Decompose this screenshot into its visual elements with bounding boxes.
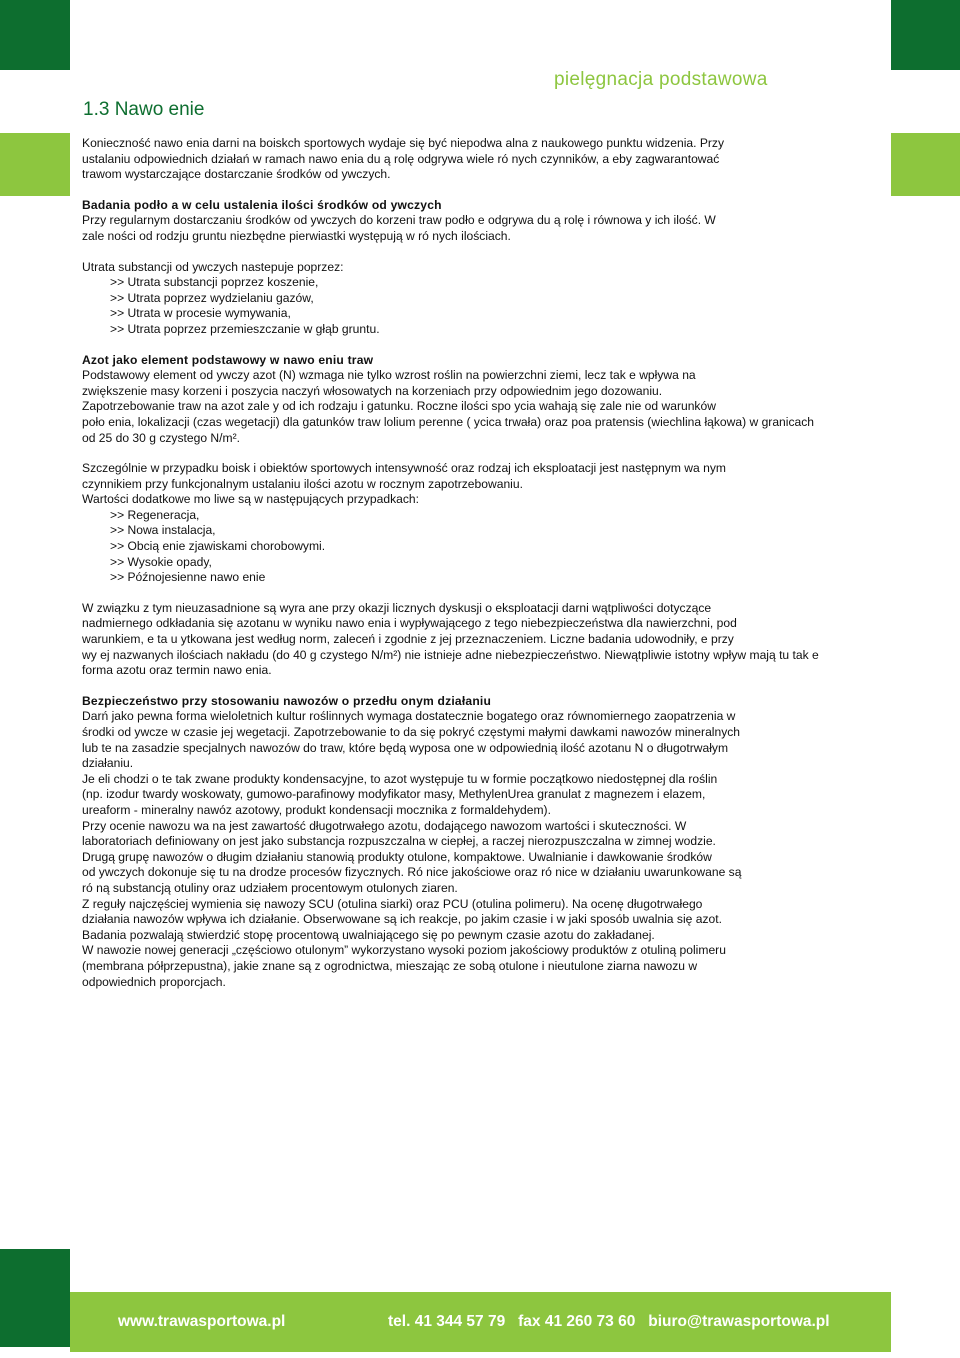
text-line: Wartości dodatkowe mo liwe są w następujących przypadkach: — [82, 492, 419, 507]
text-line: laboratoriach definiowany on jest jako substancja rozpuszczalna w ciepłej, a raczej nierozpuszczalna w zimnej wodzie. — [82, 834, 716, 849]
section-slow-release — [82, 694, 882, 990]
list-item: >> Obcią enie zjawiskami chorobowymi. — [110, 539, 326, 554]
text-line: czynnikiem przy funkcjonalnym ustalaniu ilości azotu w rocznym zapotrzebowaniu. — [82, 476, 523, 491]
text-line: trawom wystarczające dostarczanie środków od ywczych. — [82, 167, 391, 182]
decorative-square-light-right — [891, 133, 960, 196]
text-line: zwiększenie masy korzeni i poszycia naczyń włosowatych na korzeniach przy odpowiednim jego dozowaniu. — [82, 383, 663, 398]
text-line: lub te na zasadzie specjalnych nawozów do traw, które będą wyposa one w odpowiednią ilość azotanu N o długotrwałym — [82, 740, 729, 755]
text-line: Konieczność nawo enia darni na boiskch sportowych wydaje się być niepodwa alna z naukowego punktu widzenia. Przy — [82, 136, 725, 150]
category-label: pielęgnacja podstawowa — [554, 69, 768, 90]
text-line: zale ności od rodzju gruntu niezbędne pierwiastki występują w ró nych ilościach. — [82, 228, 511, 243]
contact-info: tel. 41 344 57 79 fax 41 260 73 60 biuro@trawasportowa.pl — [388, 1313, 830, 1330]
text-line: Przy regularnym dostarczaniu środków od ywczych do korzeni traw podło e odgrywa du ą rolę i równowa y ich ilość. W — [82, 213, 716, 228]
text-line: od ywczych dokonuje się tu na drodze procesów fizycznych. Ró nice jakościowe oraz ró nice w działaniu uwarunkowane są — [82, 865, 742, 880]
text-line: ureaform - mineralny nawóz azotowy, produkt kondensacji mocznika z formaldehydem). — [82, 802, 551, 817]
website-link[interactable]: www.trawasportowa.pl — [118, 1313, 286, 1330]
text-line: ustalaniu odpowiednich działań w ramach nawo enia du ą rolę odgrywa wiele ró nych czynników, a eby zagwarantować — [82, 151, 720, 166]
list-item: >> Utrata w procesie wymywania, — [110, 306, 291, 321]
text-line: od 25 do 30 g czystego N/m². — [82, 430, 240, 445]
text-line: Przy ocenie nawozu wa na jest zawartość długotrwałego azotu, dodającego nawozom wartości i skuteczności. W — [82, 818, 687, 833]
footer-bar — [70, 1292, 891, 1352]
intro-paragraph — [82, 136, 882, 183]
section-nitrogen — [82, 353, 882, 679]
section-heading: Badania podło a w celu ustalenia ilości środków od ywczych — [82, 197, 442, 212]
text-line: Szczególnie w przypadku boisk i obiektów sportowych intensywność oraz rodzaj ich eksploatacji jest następnym wa nym — [82, 461, 726, 476]
decorative-square-dark — [0, 0, 70, 70]
text-line: (membrana półprzepustna), jakie znane są z ogrodnictwa, mieszając ze sobą otulone i nieutulone ziarna nawozu w — [82, 958, 698, 973]
list-item: >> Późnojesienne nawo enie — [110, 570, 266, 585]
document-body — [82, 136, 882, 990]
list-item: >> Utrata poprzez przemieszczanie w głąb gruntu. — [110, 321, 380, 336]
section-soil — [82, 198, 882, 245]
list-item: >> Nowa instalacja, — [110, 523, 216, 538]
text-line: wy ej nazwanych ilościach nakładu (do 40 g czystego N/m²) nie istnieje adne niebezpieczeństwo. Niewątpliwie istotny wpływ mają tu tak e — [82, 647, 819, 662]
text-line: warunkiem, e ta u ytkowana jest według norm, zaleceń i zgodnie z jej przeznaczeniem. Liczne badania udowodniły, e przy — [82, 632, 734, 647]
text-line: (np. izodur twardy woskowaty, gumowo-parafinowy modyfikator masy, MethylenUrea granulat z magnezem i elazem, — [82, 787, 706, 802]
section-heading: Azot jako element podstawowy w nawo eniu traw — [82, 352, 374, 367]
text-line: poło enia, lokalizacji (czas wegetacji) dla gatunków traw lolium perenne ( ycica trwała) oraz poa pratensis (wiechlina łąkowa) w granicach — [82, 414, 815, 429]
text-line: działaniu. — [82, 756, 134, 771]
text-line: Zapotrzebowanie traw na azot zale y od ich rodzaju i gatunku. Roczne ilości spo ycia wahają się zale nie od warunków — [82, 399, 716, 414]
text-line: Je eli chodzi o te tak zwane produkty kondensacyjne, to azot występuje tu w formie początkowo niedostępnej dla roślin — [82, 771, 718, 786]
bullet-list — [82, 275, 882, 337]
decorative-square-dark-right — [891, 0, 960, 70]
text-line: środki od ywcze w czasie jej wegetacji. Zapotrzebowanie to da się pokryć częstymi małymi dawkami nawozów mineralnych — [82, 725, 741, 739]
text-line: W nawozie nowej generacji „częściowo otulonym” wykorzystano wysoki poziom jakościowy produktów z otuliną polimeru — [82, 943, 726, 958]
text-line: Z reguły najczęściej wymienia się nawozy SCU (otulina siarki) oraz PCU (otulina polimeru). Na ocenę długotrwałego — [82, 896, 703, 911]
text-line: odpowiednich proporcjach. — [82, 974, 226, 989]
section-title: 1.3 Nawo enie — [83, 99, 205, 120]
section-heading: Bezpieczeństwo przy stosowaniu nawozów o przedłu onym działaniu — [82, 693, 492, 708]
bullet-list — [82, 508, 882, 586]
list-item: >> Regeneracja, — [110, 507, 200, 522]
text-line: Darń jako pewna forma wieloletnich kultur roślinnych wymaga dostatecznie bogatego oraz równomiernego zaopatrzenia w — [82, 709, 736, 724]
text-line: nadmiernego odkładania się azotanu w wyniku nawo enia i wypływającego z tego niebezpieczeństwa dla nawierzchni, pod — [82, 616, 737, 631]
text-line: forma azotu oraz termin nawo enia. — [82, 663, 272, 678]
text-line: Podstawowy element od ywczy azot (N) wzmaga nie tylko wzrost roślin na powierzchni ziemi, lecz tak e wpływa na — [82, 368, 696, 383]
text-line: Utrata substancji od ywczych nastepuje poprzez: — [82, 259, 344, 274]
text-line: Drugą grupę nawozów o długim działaniu stanowią produkty otulone, kompaktowe. Uwalnianie i dawkowanie środków — [82, 849, 712, 864]
list-item: >> Utrata poprzez wydzielaniu gazów, — [110, 290, 314, 305]
text-line: działania nawozów wpływa ich działanie. Obserwowane są ich reakcje, po jakim czasie i w jaki sposób uwalnia się azot. — [82, 912, 722, 927]
decorative-square-footer — [0, 1249, 70, 1347]
list-item: >> Wysokie opady, — [110, 554, 212, 569]
text-line: W związku z tym nieuzasadnione są wyra ane przy okazji licznych dyskusji o eksploatacji darni wątpliwości dotyczące — [82, 600, 712, 615]
decorative-square-light — [0, 133, 70, 196]
section-nutrient-loss — [82, 260, 882, 338]
text-line: Badania pozwalają stwierdzić stopę procentową uwalniającego się po pewnym czasie azotu do zakładanej. — [82, 927, 655, 942]
list-item: >> Utrata substancji poprzez koszenie, — [110, 275, 319, 290]
text-line: ró ną substancją otuliny oraz udziałem procentowym otulonych ziaren. — [82, 880, 458, 895]
